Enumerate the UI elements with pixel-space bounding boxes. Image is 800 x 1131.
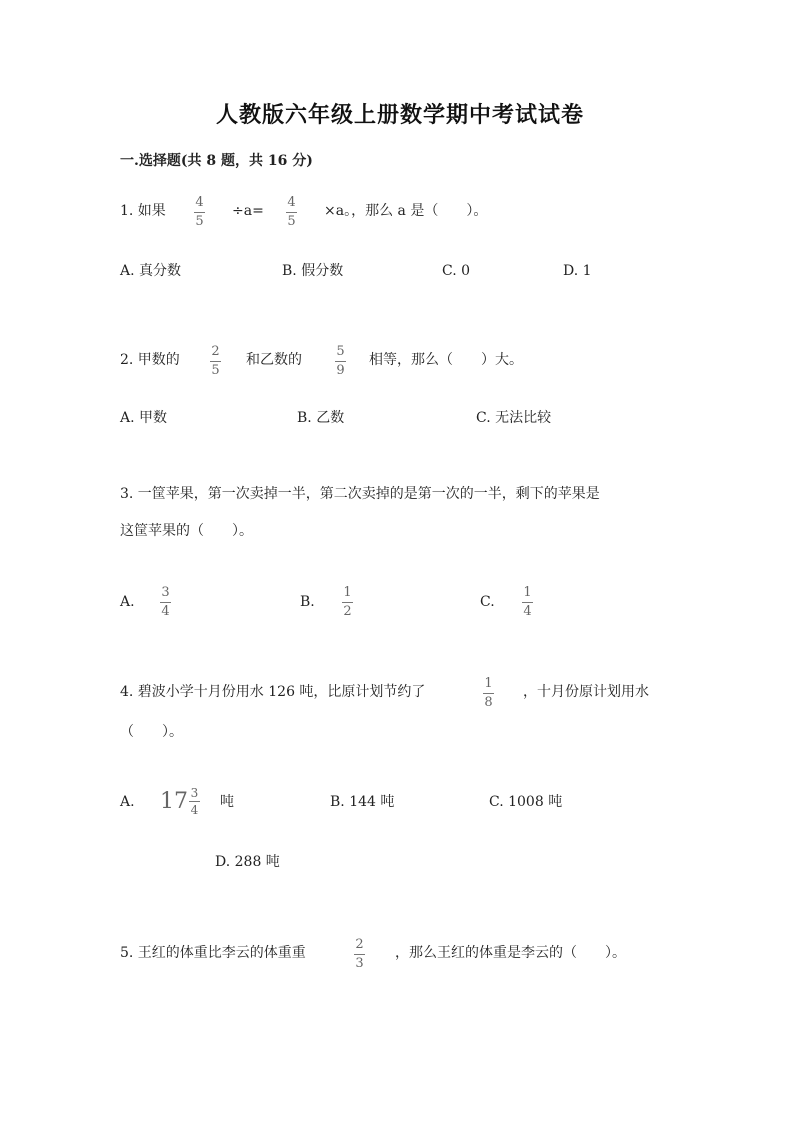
q4-prefix: 4. 碧波小学十月份用水 126 吨，比原计划节约了 bbox=[120, 684, 426, 700]
q3-option-b-denominator: 2 bbox=[343, 604, 352, 619]
q4-option-d: D. 288 吨 bbox=[215, 854, 280, 870]
q2-fraction-2 bbox=[335, 345, 346, 378]
q3-option-c-label: C. bbox=[480, 594, 495, 610]
fraction-bar bbox=[160, 602, 171, 603]
page-title: 人教版六年级上册数学期中考试试卷 bbox=[215, 102, 584, 128]
q4-fraction bbox=[483, 677, 494, 710]
q4-option-b: B. 144 吨 bbox=[330, 794, 395, 810]
q1-option-a: A. 真分数 bbox=[120, 263, 182, 279]
q2-fraction-2-denominator: 9 bbox=[336, 363, 345, 378]
q2-prefix: 2. 甲数的 bbox=[120, 352, 180, 368]
q4-option-c: C. 1008 吨 bbox=[489, 794, 563, 810]
q3-option-a-numerator: 3 bbox=[161, 585, 170, 600]
q2-mid: 和乙数的 bbox=[246, 352, 302, 368]
q3-option-c-denominator: 4 bbox=[523, 604, 532, 619]
fraction-bar bbox=[335, 361, 346, 362]
q1-fraction-2-numerator: 4 bbox=[287, 195, 296, 210]
fraction-bar bbox=[194, 212, 205, 213]
q3-option-c-numerator: 1 bbox=[523, 585, 532, 600]
q2-fraction-1-numerator: 2 bbox=[211, 344, 220, 359]
fraction-bar bbox=[354, 954, 365, 955]
fraction-bar bbox=[286, 212, 297, 213]
q4-option-a-label: A. bbox=[120, 794, 135, 810]
q2-option-a: A. 甲数 bbox=[120, 410, 168, 426]
fraction-bar bbox=[522, 602, 533, 603]
q1-fraction-1-numerator: 4 bbox=[195, 195, 204, 210]
q3-option-b-label: B. bbox=[300, 594, 315, 610]
q4-suffix: ，十月份原计划用水 bbox=[523, 684, 649, 700]
q1-fraction-2-denominator: 5 bbox=[287, 214, 296, 229]
fraction-bar bbox=[483, 693, 494, 694]
q5-prefix: 5. 王红的体重比李云的体重重 bbox=[120, 945, 306, 961]
q2-suffix: 相等，那么（ ）大。 bbox=[369, 352, 523, 368]
fraction-bar bbox=[189, 801, 200, 802]
section-heading: 一.选择题(共 8 题，共 16 分) bbox=[120, 153, 313, 169]
q4-option-a-denominator: 4 bbox=[190, 803, 199, 817]
fraction-bar bbox=[210, 361, 221, 362]
q3-option-b-numerator: 1 bbox=[343, 585, 352, 600]
q3-option-a-fraction bbox=[160, 586, 171, 619]
fraction-bar bbox=[342, 602, 353, 603]
q3-option-a-denominator: 4 bbox=[161, 604, 170, 619]
q1-option-b: B. 假分数 bbox=[282, 263, 344, 279]
q4-fraction-numerator: 1 bbox=[484, 676, 493, 691]
q5-fraction-numerator: 2 bbox=[355, 937, 364, 952]
q4-option-a-numerator: 3 bbox=[190, 786, 199, 800]
q2-fraction-2-numerator: 5 bbox=[336, 344, 345, 359]
q2-fraction-1 bbox=[210, 345, 221, 378]
q3-option-b-fraction bbox=[342, 586, 353, 619]
q1-fraction-1 bbox=[194, 196, 205, 229]
q3-line-1: 3. 一筐苹果，第一次卖掉一半，第二次卖掉的是第一次的一半，剩下的苹果是 bbox=[120, 486, 600, 502]
q4-option-a-mixed-number bbox=[160, 787, 200, 816]
q1-suffix: ×a。，那么 a 是（ ）。 bbox=[324, 203, 488, 219]
q2-option-b: B. 乙数 bbox=[297, 410, 345, 426]
q4-option-a-fraction bbox=[189, 787, 200, 816]
q1-fraction-2 bbox=[286, 196, 297, 229]
q4-option-a-whole: 17 bbox=[160, 789, 188, 814]
q5-fraction-denominator: 3 bbox=[355, 956, 364, 971]
q2-option-c: C. 无法比较 bbox=[476, 410, 552, 426]
q1-option-c: C. 0 bbox=[442, 263, 471, 279]
q2-fraction-1-denominator: 5 bbox=[211, 363, 220, 378]
q4-option-a-unit: 吨 bbox=[220, 794, 234, 810]
q5-fraction bbox=[354, 938, 365, 971]
q3-option-c-fraction bbox=[522, 586, 533, 619]
q3-option-a-label: A. bbox=[120, 594, 135, 610]
q5-suffix: ，那么王红的体重是李云的（ ）。 bbox=[395, 945, 626, 961]
q4-line-2: （ ）。 bbox=[120, 724, 183, 740]
q1-mid: ÷a= bbox=[232, 203, 264, 219]
q4-fraction-denominator: 8 bbox=[484, 695, 493, 710]
q1-option-d: D. 1 bbox=[563, 263, 592, 279]
q3-line-2: 这筐苹果的（ ）。 bbox=[120, 523, 253, 539]
q1-prefix: 1. 如果 bbox=[120, 203, 166, 219]
q1-fraction-1-denominator: 5 bbox=[195, 214, 204, 229]
